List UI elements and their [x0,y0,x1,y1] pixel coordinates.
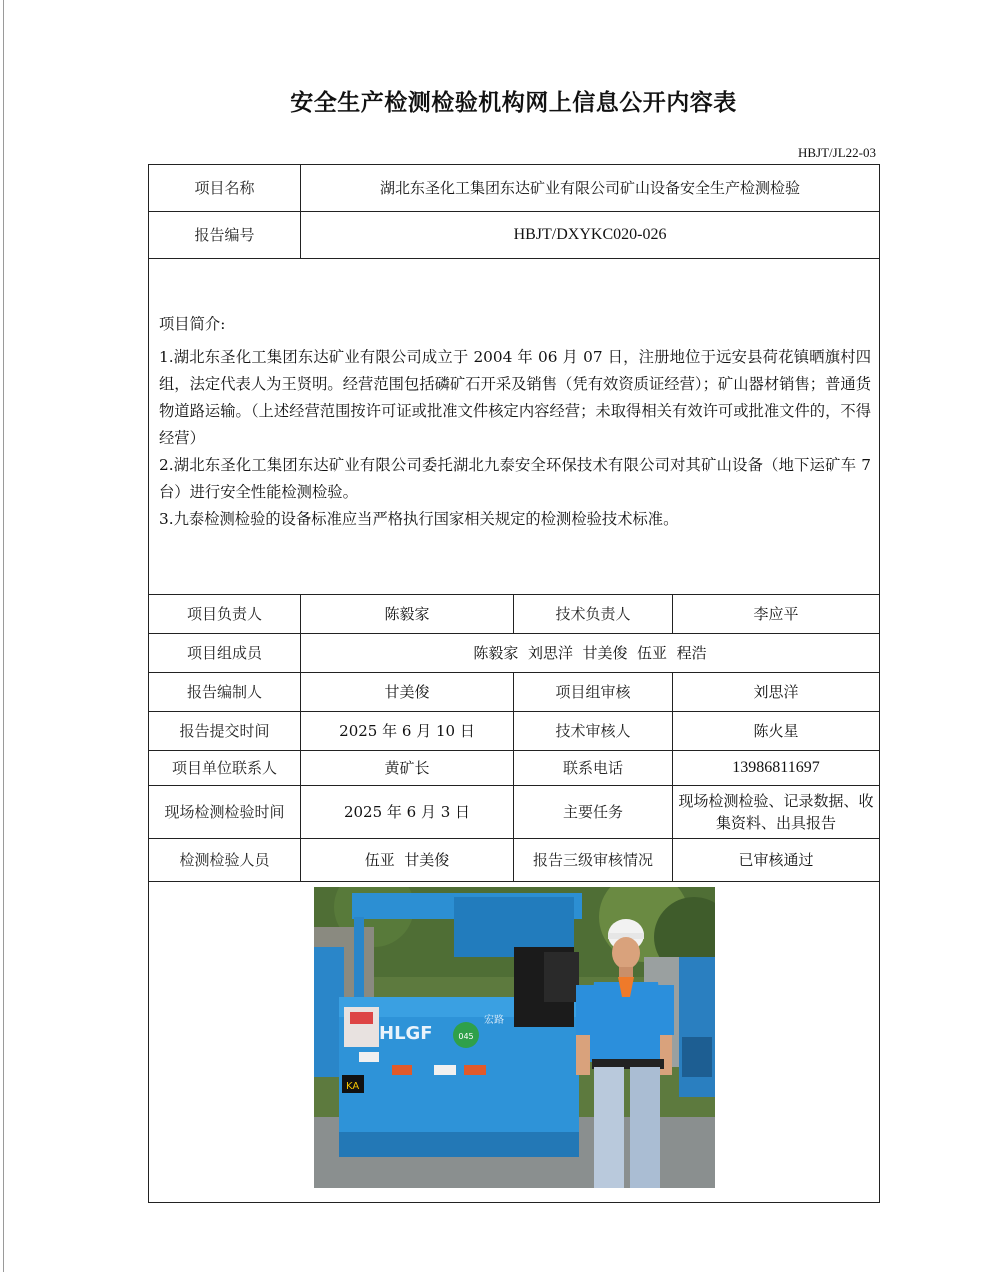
photo-side-text: 宏路 [483,1015,504,1026]
project-intro-heading: 项目简介: [159,315,226,333]
site-photo-illustration [314,887,715,1188]
project-name-label: 项目名称 [149,165,301,212]
photo-badge-text: 045 [457,1032,474,1041]
team-members-value: 陈毅家 刘思洋 甘美俊 伍亚 程浩 [301,634,880,673]
inspectors-label: 检测检验人员 [149,839,301,882]
team-review-value: 刘思洋 [673,673,880,712]
tech-reviewer-value: 陈火星 [673,712,880,751]
project-leader-value: 陈毅家 [301,595,514,634]
team-review-label: 项目组审核 [514,673,673,712]
report-number-value: HBJT/DXYKC020-026 [301,212,880,259]
project-leader-label: 项目负责人 [149,595,301,634]
report-number-label: 报告编号 [149,212,301,259]
document-code: HBJT/JL22-03 [798,145,876,160]
site-photo [314,887,715,1188]
unit-contact-label: 项目单位联系人 [149,751,301,786]
page-edge-line [3,0,4,1272]
photo-cell [149,882,880,1203]
project-name-value: 湖北东圣化工集团东达矿业有限公司矿山设备安全生产检测检验 [301,165,880,212]
tech-leader-label: 技术负责人 [514,595,673,634]
tech-reviewer-label: 技术审核人 [514,712,673,751]
submit-time-label: 报告提交时间 [149,712,301,751]
intro-paragraph-2: 2.湖北东圣化工集团东达矿业有限公司委托湖北九泰安全环保技术有限公司对其矿山设备（地下运矿车 7 台）进行安全性能检测检验。 [159,456,872,501]
report-author-value: 甘美俊 [301,673,514,712]
submit-time-value: 2025 年 6 月 10 日 [301,712,514,751]
main-task-value: 现场检测检验、记录数据、收集资料、出具报告 [673,786,880,839]
inspectors-value: 伍亚 甘美俊 [301,839,514,882]
info-table [148,164,880,1203]
intro-paragraph-3: 3.九泰检测检验的设备标准应当严格执行国家相关规定的检测检验技术标准。 [159,510,679,528]
phone-value: 13986811697 [673,751,880,786]
onsite-time-label: 现场检测检验时间 [149,786,301,839]
report-author-label: 报告编制人 [149,673,301,712]
photo-plate-text: HLGF [378,1023,433,1044]
onsite-time-value: 2025 年 6 月 3 日 [301,786,514,839]
intro-paragraph-1: 1.湖北东圣化工集团东达矿业有限公司成立于 2004 年 06 月 07 日，注册地位于远安县荷花镇晒旗村四组，法定代表人为王贤明。经营范围包括磷矿石开采及销售（凭有效资质证经营）；矿山器材销售；普通货物道路运输。（上述经营范围按许可证或批准文件核定内容经营；未取得相关有效许可或批准文件的，不得经营） [159,348,872,447]
unit-contact-value: 黄矿长 [301,751,514,786]
project-intro-cell [149,259,880,595]
team-members-label: 项目组成员 [149,634,301,673]
main-task-label: 主要任务 [514,786,673,839]
review-status-label: 报告三级审核情况 [514,839,673,882]
phone-label: 联系电话 [514,751,673,786]
photo-tag-text: KA [345,1081,359,1092]
tech-leader-value: 李应平 [673,595,880,634]
review-status-value: 已审核通过 [673,839,880,882]
page-title: 安全生产检测检验机构网上信息公开内容表 [290,90,737,116]
